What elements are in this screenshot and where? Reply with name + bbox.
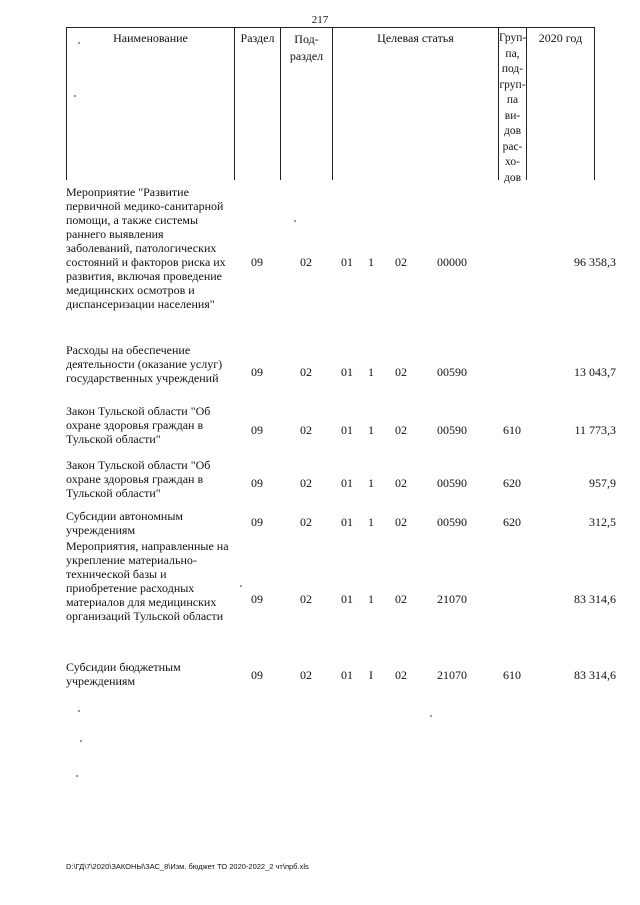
row-amount: 13 043,7 [574, 365, 616, 379]
header-podrazdel-line: Под- [294, 32, 319, 46]
row-name [66, 660, 238, 688]
header-group-line: дов [503, 171, 522, 184]
header-podrazdel-line: раздел [289, 49, 324, 63]
row-amount: 957,9 [589, 476, 616, 490]
row-razdel: 09 [251, 365, 263, 379]
page-number: 217 [311, 14, 329, 26]
header-group-line: под- [501, 63, 524, 75]
row-target-code: 00590 [437, 476, 467, 490]
row-name-line: Расходы на обеспечение [66, 343, 191, 357]
row-target-subprogram: 1 [368, 515, 374, 529]
row-razdel: 09 [251, 592, 263, 606]
header-group-line: Груп- [499, 32, 527, 44]
row-name [66, 185, 238, 311]
row-target-event: 02 [395, 515, 407, 529]
row-amount: 83 314,6 [574, 592, 616, 606]
row-razdel: 09 [251, 515, 263, 529]
table-row [0, 185, 640, 315]
row-podrazdel: 02 [300, 423, 312, 437]
row-target-event: 02 [395, 592, 407, 606]
header-name: Наименование [66, 27, 234, 180]
row-name-line: диспансеризации населения" [66, 297, 215, 311]
row-target-subprogram: 1 [368, 592, 374, 606]
row-name-line: состояний и факторов риска их [66, 255, 226, 269]
row-target-program: 01 [341, 365, 353, 379]
row-target-program: 01 [341, 476, 353, 490]
row-podrazdel: 02 [300, 668, 312, 682]
scan-speck [240, 585, 242, 587]
row-target-code: 21070 [437, 592, 467, 606]
row-razdel: 09 [251, 423, 263, 437]
row-name-line: организаций Тульской области [66, 609, 224, 623]
row-name-line: охране здоровья граждан в [66, 418, 204, 432]
row-razdel: 09 [251, 668, 263, 682]
table-row [0, 509, 640, 539]
row-name-line: Закон Тульской области "Об [66, 458, 211, 472]
scan-speck [76, 775, 78, 777]
scan-speck [80, 740, 82, 742]
header-expense-group [498, 27, 527, 184]
row-target-program: 01 [341, 515, 353, 529]
row-target-subprogram: 1 [368, 423, 374, 437]
header-group-line: дов [503, 125, 522, 137]
header-group-line: па ви- [504, 94, 521, 122]
row-target-code: 00000 [437, 255, 467, 269]
scan-speck [74, 95, 76, 97]
row-target-event: 02 [395, 476, 407, 490]
row-amount: 312,5 [589, 515, 616, 529]
row-name-line: материалов для медицинских [66, 595, 217, 609]
row-name-line: учреждениям [66, 674, 136, 688]
table-row [0, 404, 640, 449]
row-name-line: учреждениям [66, 523, 136, 537]
row-expense-group: 610 [503, 668, 521, 682]
header-group-line: рас- [502, 140, 523, 153]
row-target-event: 02 [395, 423, 407, 437]
row-podrazdel: 02 [300, 592, 312, 606]
table-row [0, 539, 640, 627]
row-target-subprogram: 1 [368, 255, 374, 269]
row-target-program: 01 [341, 423, 353, 437]
row-target-code: 00590 [437, 365, 467, 379]
row-name-line: помощи, а также системы [66, 213, 199, 227]
row-podrazdel: 02 [300, 515, 312, 529]
row-name-line: заболеваний, патологических [66, 241, 217, 255]
row-name [66, 509, 238, 537]
scan-speck [430, 715, 432, 717]
row-razdel: 09 [251, 476, 263, 490]
table-row [0, 343, 640, 388]
header-podrazdel [280, 27, 332, 180]
row-name-line: Закон Тульской области "Об [66, 404, 211, 418]
scan-speck [78, 42, 80, 44]
row-target-code: 00590 [437, 423, 467, 437]
row-target-subprogram: 1 [368, 476, 374, 490]
file-path-footer: D:\ГД\7\2020\ЗАКОНЫ\ЗАС_8\Изм. бюджет ТО 2020-2022_2 чт\прб.xls [66, 862, 309, 871]
table-row [0, 458, 640, 503]
row-expense-group: 620 [503, 515, 521, 529]
row-name-line: раннего выявления [66, 227, 164, 241]
row-target-event: 02 [395, 365, 407, 379]
header-group-line: груп- [499, 78, 526, 91]
row-name-line: Субсидии бюджетным [66, 660, 181, 674]
row-name-line: укрепление материально- [66, 553, 197, 567]
header-group-line: па, [505, 47, 520, 60]
table-row [0, 660, 640, 690]
row-target-event: 02 [395, 668, 407, 682]
row-name-line: Субсидии автономным [66, 509, 183, 523]
row-name-line: технической базы и [66, 567, 167, 581]
row-name-line: деятельности (оказание услуг) [66, 357, 223, 371]
row-podrazdel: 02 [300, 255, 312, 269]
row-name-line: Мероприятие "Развитие [66, 185, 189, 199]
row-target-program: 01 [341, 592, 353, 606]
scan-speck [294, 220, 296, 222]
row-target-code: 00590 [437, 515, 467, 529]
header-year: 2020 год [526, 27, 594, 180]
header-right-border [594, 27, 595, 180]
row-podrazdel: 02 [300, 476, 312, 490]
header-group-line: хо- [505, 156, 520, 168]
row-amount: 96 358,3 [574, 255, 616, 269]
row-name-line: Мероприятия, направленные на [66, 539, 229, 553]
scan-speck [78, 710, 80, 712]
row-target-program: 01 [341, 668, 353, 682]
row-name [66, 458, 238, 500]
row-name-line: охране здоровья граждан в [66, 472, 204, 486]
row-name-line: медицинских осмотров и [66, 283, 195, 297]
row-target-subprogram: 1 [368, 365, 374, 379]
row-amount: 83 314,6 [574, 668, 616, 682]
row-name-line: Тульской области" [66, 486, 161, 500]
row-target-subprogram: I [369, 668, 373, 682]
row-target-code: 21070 [437, 668, 467, 682]
row-razdel: 09 [251, 255, 263, 269]
row-name-line: государственных учреждений [66, 371, 219, 385]
row-name-line: первичной медико-санитарной [66, 199, 224, 213]
row-name-line: Тульской области" [66, 432, 161, 446]
row-expense-group: 620 [503, 476, 521, 490]
header-razdel: Раздел [234, 27, 280, 180]
row-name [66, 539, 238, 623]
row-expense-group: 610 [503, 423, 521, 437]
row-target-event: 02 [395, 255, 407, 269]
row-target-program: 01 [341, 255, 353, 269]
row-name-line: приобретение расходных [66, 581, 195, 595]
row-name-line: развития, включая проведение [66, 269, 222, 283]
row-name [66, 343, 238, 385]
row-amount: 11 773,3 [574, 423, 616, 437]
header-target-article: Целевая статья [332, 27, 498, 180]
row-name [66, 404, 238, 446]
row-podrazdel: 02 [300, 365, 312, 379]
